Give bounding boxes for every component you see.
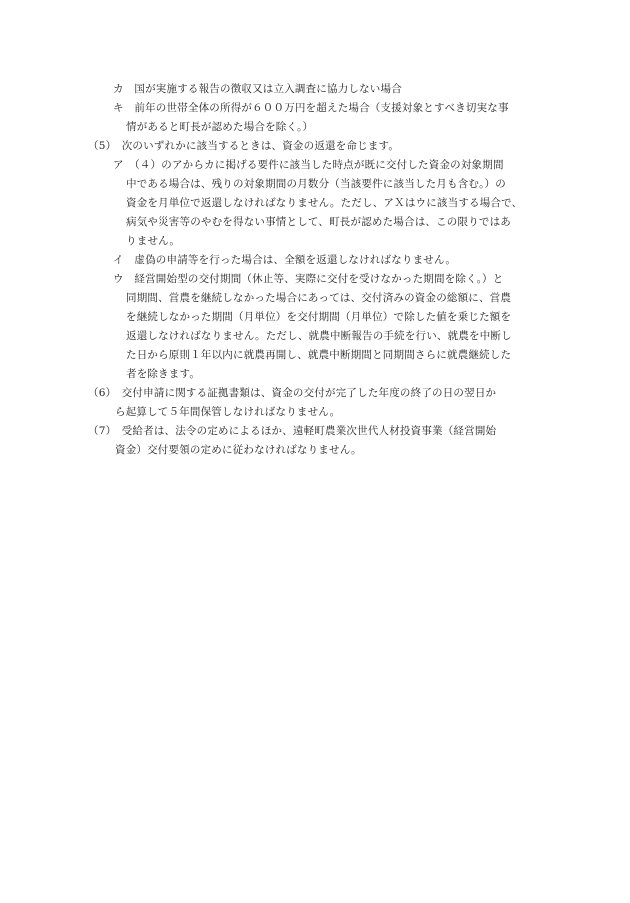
- item-u-line-1: ウ 経営開始型の交付期間（休止等、実際に交付を受けなかった期間を除く。）と: [113, 273, 504, 285]
- section-6-line-2: ら起算して５年間保管しなければなりません。: [115, 406, 341, 418]
- item-a-line-5: りません。: [126, 235, 181, 247]
- item-u-line-4: 返還しなければなりません。ただし、就農中断報告の手続を行い、就農を中断し: [126, 330, 512, 342]
- section-7-line-1: （7） 受給者は、法令の定めによるほか、遠軽町農業次世代人材投資事業（経営開始: [88, 425, 497, 437]
- item-u-line-3: を継続しなかった期間（月単位）を交付期間（月単位）で除した値を乗じた額を: [126, 311, 512, 323]
- section-6-line-1: （6） 交付申請に関する証拠書類は、資金の交付が完了した年度の終了の日の翌日か: [88, 387, 497, 399]
- item-ki-line-2: 情があると町長が認めた場合を除く。）: [126, 121, 314, 133]
- section-5-heading: （5） 次のいずれかに該当するときは、資金の返還を命じます。: [88, 140, 400, 152]
- item-u-line-5: た日から原則１年以内に就農再開し、就農中断期間と同期間さらに就農継続した: [126, 349, 512, 361]
- item-a-line-4: 病気や災害等のやむを得ない事情として、町長が認めた場合は、この限りではあ: [126, 216, 511, 228]
- item-u-line-2: 同期間、営農を継続しなかった場合にあっては、交付済みの資金の総額に、営農: [126, 292, 512, 304]
- item-a-line-1: ア （４）のアからカに掲げる要件に該当した時点が既に交付した資金の対象期間: [113, 159, 504, 171]
- item-a-line-2: 中である場合は、残りの対象期間の月数分（当該要件に該当した月も含む。）の: [126, 178, 506, 190]
- section-7-line-2: 資金）交付要領の定めに従わなければなりません。: [115, 444, 362, 456]
- item-ki-line-1: キ 前年の世帯全体の所得が６００万円を超えた場合（支援対象とすべき切実な事: [113, 102, 509, 114]
- item-a-line-3: 資金を月単位で返還しなければなりません。ただし、アＸはウに該当する場合で、: [126, 197, 523, 209]
- item-u-line-6: 者を除きます。: [126, 368, 201, 380]
- item-i-line-1: イ 虚偽の申請等を行った場合は、全額を返還しなければなりません。: [113, 254, 457, 266]
- item-ka-line-1: カ 国が実施する報告の徴収又は立入調査に協力しない場合: [113, 83, 402, 95]
